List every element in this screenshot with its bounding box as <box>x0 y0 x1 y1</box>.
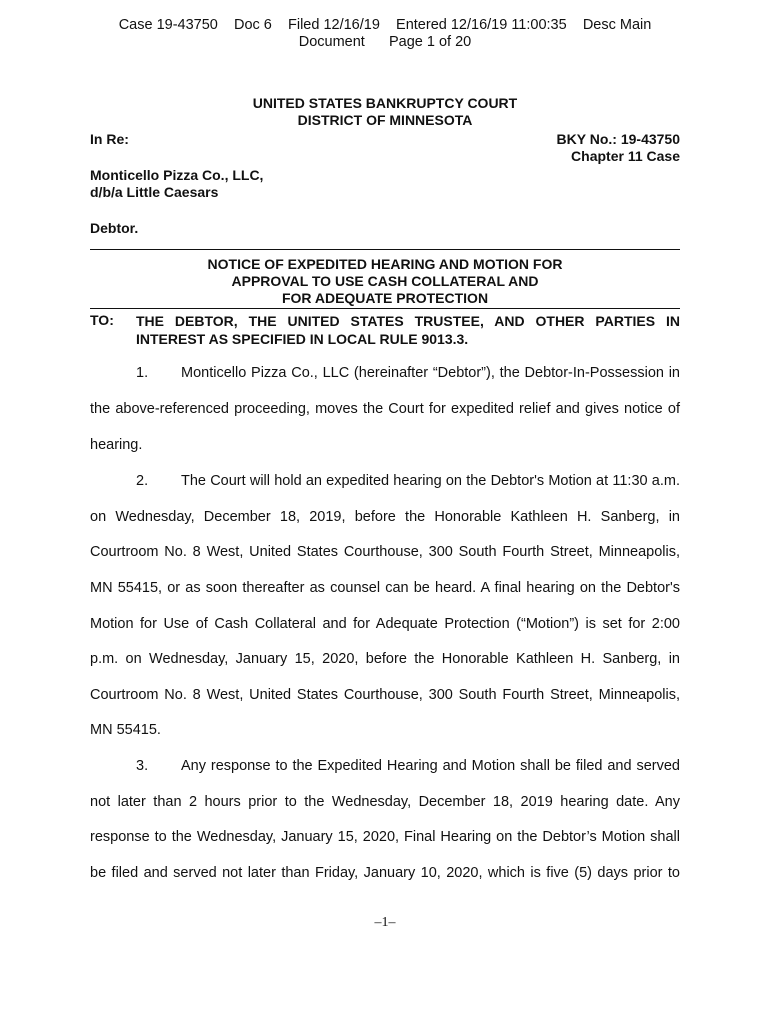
ecf-header-line1 <box>0 17 770 33</box>
caption-divider-bottom <box>90 308 680 309</box>
chapter-label: Chapter 11 Case <box>571 148 680 164</box>
debtor-label: Debtor. <box>90 220 139 236</box>
paragraph-3-number: 3. <box>136 758 149 774</box>
paragraph-3-line: not later than 2 hours prior to the Wednesday, December 18, 2019 hearing date. Any <box>90 794 680 810</box>
notice-title-line3: FOR ADEQUATE PROTECTION <box>281 290 489 306</box>
ecf-header-line2 <box>0 34 770 50</box>
paragraph-3-line: be filed and served not later than Friday, January 10, 2020, which is five (5) days prior to <box>90 865 680 881</box>
paragraph-1-first-line: Monticello Pizza Co., LLC (hereinafter “Debtor”), the Debtor-In-Possession in <box>181 365 680 381</box>
paragraph-2-line: Courtroom No. 8 West, United States Courthouse, 300 South Fourth Street, Minneapolis, <box>90 544 680 560</box>
paragraph-2-line: on Wednesday, December 18, 2019, before the Honorable Kathleen H. Sanberg, in <box>90 509 680 525</box>
desc-main: Desc Main <box>582 17 652 33</box>
debtor-dba: d/b/a Little Caesars <box>90 184 219 200</box>
paragraph-2-line: Courtroom No. 8 West, United States Courthouse, 300 South Fourth Street, Minneapolis, <box>90 687 680 703</box>
court-name: UNITED STATES BANKRUPTCY COURT <box>252 95 518 111</box>
page-number: –1– <box>374 915 396 930</box>
case-number: Case 19-43750 <box>118 17 218 33</box>
paragraph-2-line: MN 55415, or as soon thereafter as counsel can be heard. A final hearing on the Debtor's <box>90 580 680 596</box>
page-count: Page 1 of 20 <box>389 34 472 50</box>
paragraph-3-first-line: Any response to the Expedited Hearing and Motion shall be filed and served <box>181 758 680 774</box>
entered-date: Entered 12/16/19 11:00:35 <box>396 17 567 33</box>
paragraph-2-line: Motion for Use of Cash Collateral and for Adequate Protection (“Motion”) is set for 2:00 <box>90 616 680 632</box>
in-re-label: In Re: <box>90 131 129 147</box>
filed-date: Filed 12/16/19 <box>288 17 380 33</box>
paragraph-2-number: 2. <box>136 473 149 489</box>
paragraph-3-line: response to the Wednesday, January 15, 2020, Final Hearing on the Debtor’s Motion shall <box>90 829 680 845</box>
paragraph-2-first-line: The Court will hold an expedited hearing on the Debtor's Motion at 11:30 a.m. <box>181 473 680 489</box>
paragraph-2-line: MN 55415. <box>90 722 161 738</box>
to-recipients: THE DEBTOR, THE UNITED STATES TRUSTEE, AND OTHER PARTIES IN INTEREST AS SPECIFIED IN LOCAL RULE 9013.3. <box>136 313 680 347</box>
document-label: Document <box>298 34 365 50</box>
to-label: TO: <box>90 312 114 328</box>
caption-divider-top <box>90 249 680 250</box>
notice-title-line2: APPROVAL TO USE CASH COLLATERAL AND <box>231 273 539 289</box>
bky-number: BKY No.: 19-43750 <box>556 131 680 147</box>
debtor-name: Monticello Pizza Co., LLC, <box>90 167 264 183</box>
paragraph-1-line: the above-referenced proceeding, moves the Court for expedited relief and gives notice of <box>90 401 680 417</box>
court-district: DISTRICT OF MINNESOTA <box>297 112 473 128</box>
notice-title-line1: NOTICE OF EXPEDITED HEARING AND MOTION FOR <box>207 256 563 272</box>
paragraph-2-line: p.m. on Wednesday, January 15, 2020, before the Honorable Kathleen H. Sanberg, in <box>90 651 680 667</box>
paragraph-1-number: 1. <box>136 365 149 381</box>
paragraph-1-line: hearing. <box>90 437 143 453</box>
doc-number: Doc 6 <box>233 17 272 33</box>
